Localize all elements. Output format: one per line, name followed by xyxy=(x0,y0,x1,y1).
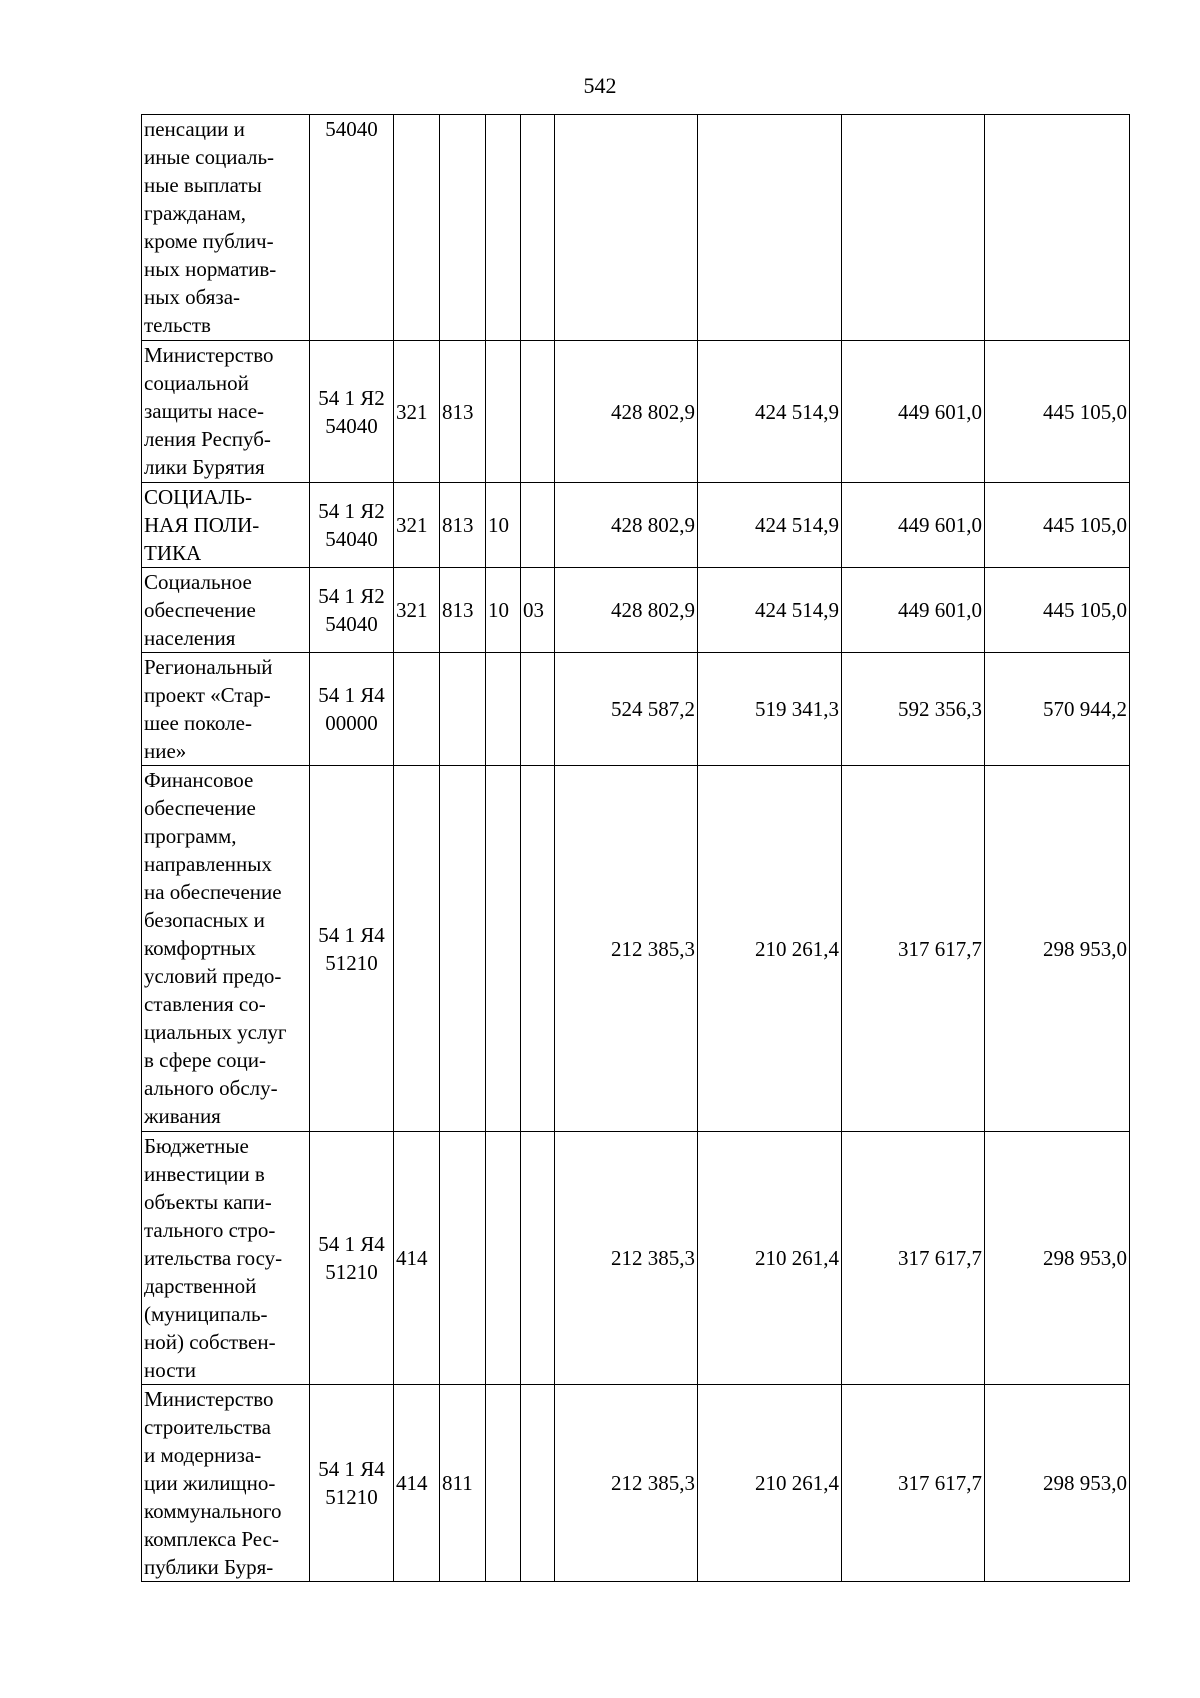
amount-cell-4: 298 953,0 xyxy=(985,1385,1130,1582)
ministry-code-cell: 813 xyxy=(440,483,486,568)
expense-type-cell xyxy=(394,115,440,341)
subsection-cell xyxy=(521,1385,555,1582)
row-name-line: ления Респуб- xyxy=(144,427,271,451)
row-name-line: безопасных и xyxy=(144,908,265,932)
amount-cell-1: 212 385,3 xyxy=(555,1132,698,1385)
amount-cell-2: 424 514,9 xyxy=(698,568,842,653)
row-name-line: Региональный xyxy=(144,655,273,679)
target-article-line: 54 1 Я4 xyxy=(318,922,385,947)
row-name-line: Финансовое xyxy=(144,768,254,792)
row-name-line: ТИКА xyxy=(144,541,202,565)
row-name-cell xyxy=(142,1132,310,1385)
row-name-line: социальной xyxy=(144,371,249,395)
row-name-line: ности xyxy=(144,1358,196,1382)
table-row xyxy=(142,766,1130,1132)
amount-cell-1: 212 385,3 xyxy=(555,766,698,1132)
table-row xyxy=(142,483,1130,568)
row-name-line: дарственной xyxy=(144,1274,257,1298)
table-row xyxy=(142,568,1130,653)
row-name-line: населения xyxy=(144,626,236,650)
target-article-line: 54 1 Я4 xyxy=(318,1232,385,1256)
target-article-line: 54 1 Я4 xyxy=(318,1457,385,1481)
expense-type-cell: 414 xyxy=(394,1132,440,1385)
amount-cell-1: 212 385,3 xyxy=(555,1385,698,1582)
row-name-line: ных норматив- xyxy=(144,257,277,281)
section-cell xyxy=(486,1132,521,1385)
section-cell: 10 xyxy=(486,483,521,568)
target-article-line: 00000 xyxy=(325,711,378,735)
page-number: 542 xyxy=(583,73,617,98)
target-article-cell xyxy=(310,483,394,568)
amount-cell-1: 428 802,9 xyxy=(555,341,698,483)
row-name-line: и модерниза- xyxy=(144,1443,262,1467)
row-name-cell xyxy=(142,483,310,568)
ministry-code-cell xyxy=(440,766,486,1132)
row-name-line: гражданам, xyxy=(144,201,247,225)
budget-table xyxy=(141,114,1130,1582)
expense-type-cell xyxy=(394,766,440,1132)
amount-cell-2: 519 341,3 xyxy=(698,653,842,766)
amount-cell-4 xyxy=(985,115,1130,341)
subsection-cell xyxy=(521,653,555,766)
target-article-line: 54 1 Я2 xyxy=(318,499,385,523)
row-name-line: иные социаль- xyxy=(144,145,275,169)
amount-cell-4: 570 944,2 xyxy=(985,653,1130,766)
row-name-line: Министерство xyxy=(144,1387,274,1411)
row-name-line: лики Бурятия xyxy=(144,455,265,479)
amount-cell-3 xyxy=(842,115,985,341)
amount-cell-3: 449 601,0 xyxy=(842,568,985,653)
section-cell xyxy=(486,766,521,1132)
ministry-code-cell xyxy=(440,653,486,766)
subsection-cell xyxy=(521,341,555,483)
row-name-line: ной) собствен- xyxy=(144,1330,276,1354)
row-name-line: проект «Стар- xyxy=(144,683,271,707)
target-article-cell xyxy=(310,1385,394,1582)
subsection-cell xyxy=(521,115,555,341)
table-body xyxy=(142,115,1130,1582)
amount-cell-3: 317 617,7 xyxy=(842,1385,985,1582)
amount-cell-4: 445 105,0 xyxy=(985,568,1130,653)
amount-cell-2: 424 514,9 xyxy=(698,341,842,483)
row-name-line: коммунального xyxy=(144,1499,282,1523)
table-row xyxy=(142,653,1130,766)
row-name-line: тального стро- xyxy=(144,1218,276,1242)
row-name-line: на обеспечение xyxy=(144,880,282,904)
target-article-cell xyxy=(310,115,394,341)
amount-cell-2: 210 261,4 xyxy=(698,1385,842,1582)
ministry-code-cell xyxy=(440,115,486,341)
row-name-line: циальных услуг xyxy=(144,1020,287,1044)
amount-cell-3: 317 617,7 xyxy=(842,1132,985,1385)
row-name-cell xyxy=(142,653,310,766)
ministry-code-cell xyxy=(440,1132,486,1385)
row-name-cell xyxy=(142,568,310,653)
amount-cell-1: 428 802,9 xyxy=(555,568,698,653)
row-name-cell xyxy=(142,1385,310,1582)
subsection-cell: 03 xyxy=(521,568,555,653)
row-name-line: в сфере соци- xyxy=(144,1048,267,1072)
expense-type-cell: 321 xyxy=(394,341,440,483)
subsection-cell xyxy=(521,1132,555,1385)
row-name-line: НАЯ ПОЛИ- xyxy=(144,513,260,537)
amount-cell-2 xyxy=(698,115,842,341)
row-name-line: объекты капи- xyxy=(144,1190,272,1214)
amount-cell-4: 445 105,0 xyxy=(985,341,1130,483)
table-row xyxy=(142,1132,1130,1385)
amount-cell-1: 428 802,9 xyxy=(555,483,698,568)
row-name-line: направленных xyxy=(144,852,272,876)
expense-type-cell: 414 xyxy=(394,1385,440,1582)
row-name-line: комплекса Рес- xyxy=(144,1527,279,1551)
amount-cell-1 xyxy=(555,115,698,341)
target-article-line: 54040 xyxy=(325,612,378,636)
section-cell: 10 xyxy=(486,568,521,653)
target-article-line: 54 1 Я2 xyxy=(318,385,385,410)
row-name-cell xyxy=(142,115,310,341)
amount-cell-4: 298 953,0 xyxy=(985,766,1130,1132)
target-article-line: 51210 xyxy=(325,950,378,975)
amount-cell-2: 424 514,9 xyxy=(698,483,842,568)
expense-type-cell: 321 xyxy=(394,483,440,568)
row-name-line: СОЦИАЛЬ- xyxy=(144,485,252,509)
row-name-line: публики Буря- xyxy=(144,1555,274,1579)
row-name-line: ных обяза- xyxy=(144,285,241,309)
section-cell xyxy=(486,1385,521,1582)
row-name-cell xyxy=(142,341,310,483)
amount-cell-4: 445 105,0 xyxy=(985,483,1130,568)
ministry-code-cell: 811 xyxy=(440,1385,486,1582)
target-article-line: 54 1 Я2 xyxy=(318,584,385,608)
target-article-line: 51210 xyxy=(325,1260,378,1284)
amount-cell-2: 210 261,4 xyxy=(698,766,842,1132)
amount-cell-1: 524 587,2 xyxy=(555,653,698,766)
row-name-line: инвестиции в xyxy=(144,1162,265,1186)
target-article-cell xyxy=(310,653,394,766)
row-name-line: обеспечение xyxy=(144,598,256,622)
subsection-cell xyxy=(521,766,555,1132)
row-name-line: (муниципаль- xyxy=(144,1302,268,1326)
row-name-cell xyxy=(142,766,310,1132)
amount-cell-2: 210 261,4 xyxy=(698,1132,842,1385)
table-row xyxy=(142,1385,1130,1582)
row-name-line: ные выплаты xyxy=(144,173,262,197)
target-article-cell xyxy=(310,766,394,1132)
row-name-line: Министерство xyxy=(144,343,274,367)
target-article-cell xyxy=(310,341,394,483)
amount-cell-3: 317 617,7 xyxy=(842,766,985,1132)
section-cell xyxy=(486,341,521,483)
section-cell xyxy=(486,653,521,766)
target-article-cell xyxy=(310,568,394,653)
subsection-cell xyxy=(521,483,555,568)
table-row xyxy=(142,341,1130,483)
row-name-line: пенсации и xyxy=(144,117,245,141)
amount-cell-3: 592 356,3 xyxy=(842,653,985,766)
row-name-line: программ, xyxy=(144,824,237,848)
ministry-code-cell: 813 xyxy=(440,341,486,483)
amount-cell-3: 449 601,0 xyxy=(842,341,985,483)
ministry-code-cell: 813 xyxy=(440,568,486,653)
target-article-cell xyxy=(310,1132,394,1385)
amount-cell-4: 298 953,0 xyxy=(985,1132,1130,1385)
row-name-line: комфортных xyxy=(144,936,256,960)
row-name-line: условий предо- xyxy=(144,964,282,988)
row-name-line: тельств xyxy=(144,313,211,337)
target-article-line: 54040 xyxy=(325,527,378,551)
target-article-line: 51210 xyxy=(325,1485,378,1509)
target-article-line: 54040 xyxy=(325,117,378,141)
target-article-line: 54040 xyxy=(325,413,378,438)
row-name-line: Бюджетные xyxy=(144,1134,249,1158)
row-name-line: ительства госу- xyxy=(144,1246,283,1270)
row-name-line: защиты насе- xyxy=(144,399,265,423)
row-name-line: кроме публич- xyxy=(144,229,274,253)
row-name-line: ального обслу- xyxy=(144,1076,278,1100)
section-cell xyxy=(486,115,521,341)
row-name-line: строительства xyxy=(144,1415,272,1439)
row-name-line: ставления со- xyxy=(144,992,266,1016)
amount-cell-3: 449 601,0 xyxy=(842,483,985,568)
expense-type-cell: 321 xyxy=(394,568,440,653)
row-name-line: ции жилищно- xyxy=(144,1471,276,1495)
row-name-line: Социальное xyxy=(144,570,252,594)
row-name-line: живания xyxy=(144,1104,221,1128)
target-article-line: 54 1 Я4 xyxy=(318,683,385,707)
expense-type-cell xyxy=(394,653,440,766)
row-name-line: обеспечение xyxy=(144,796,256,820)
row-name-line: шее поколе- xyxy=(144,711,252,735)
row-name-line: ние» xyxy=(144,739,187,763)
table-row xyxy=(142,115,1130,341)
